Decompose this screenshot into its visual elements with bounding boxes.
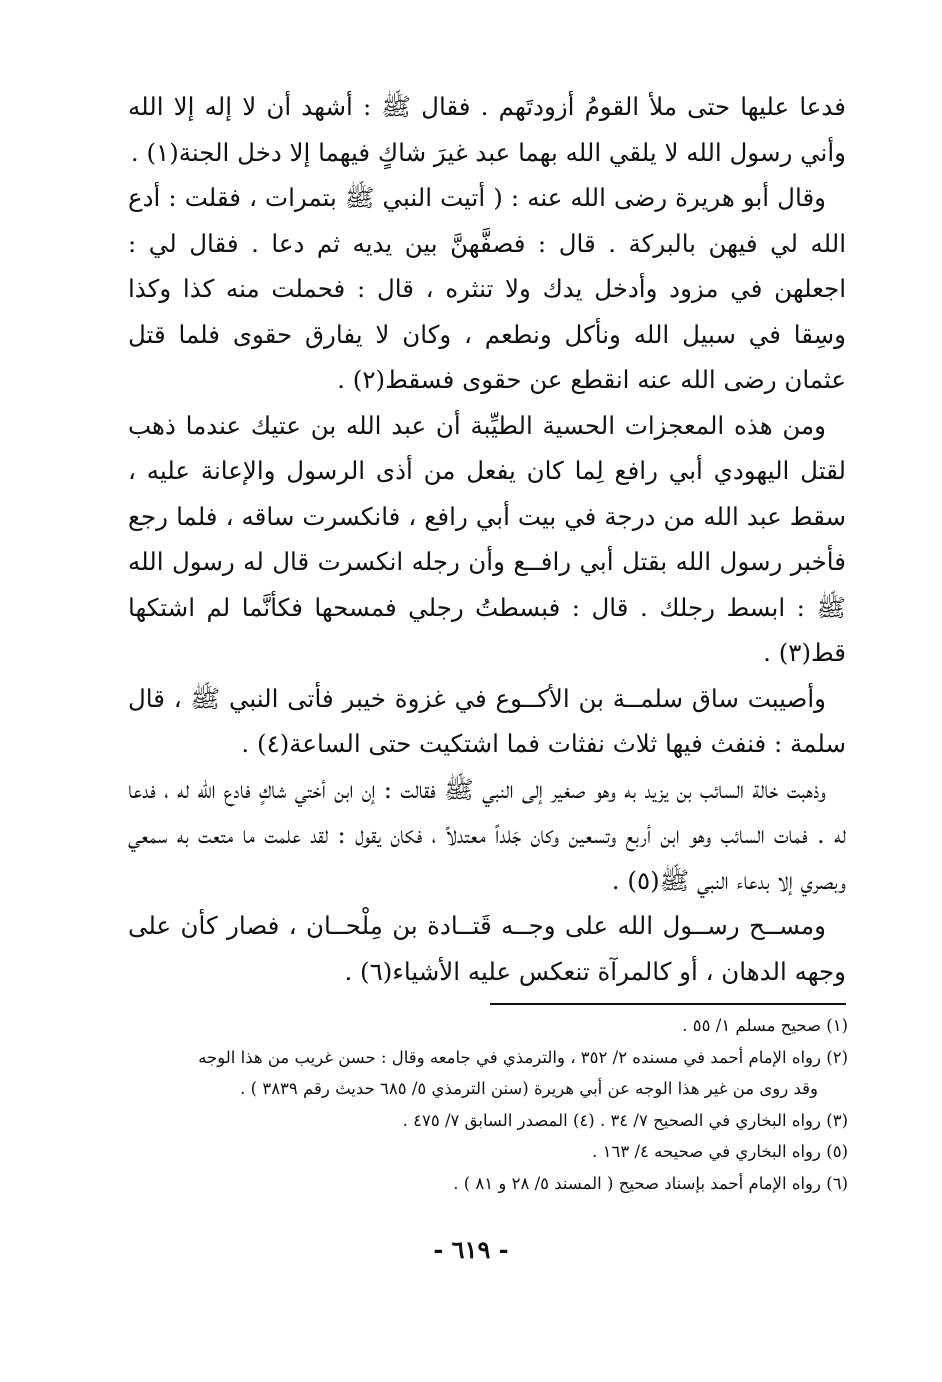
footnote-separator bbox=[490, 1003, 846, 1005]
footnote-6: (٦) رواه الإمام أحمد بإسناد صحيح ( المسند ٥/ ٢٨ و ٨١ ) . bbox=[453, 1173, 848, 1193]
footnotes bbox=[132, 1010, 848, 1199]
paragraph-4: وأصيبت ساق سلمــة بن الأكــوع في غزوة خيبر فأتى النبي ﷺ ، قال سلمة : فنفث فيها ثلاث نفثات فما اشتكيت حتى الساعة(٤) . bbox=[128, 683, 846, 758]
footnote-2: (٢) رواه الإمام أحمد في مسنده ٢/ ٣٥٢ ، والترمذي في جامعه وقال : حسن غريب من هذا الوجه bbox=[198, 1047, 848, 1067]
paragraph-5: وذهبت خالة السائب بن يزيد به وهو صغير إلى النبي ﷺ فقالت : إن ابن أختي شاكٍ فادع الله له ، فدعا له . فمات السائب وهو ابن أربع وتسعين وكان جَلداً معتدلاً ، فكان يقول : لقد علمت ما متعت به سمعي وبصري إلا بدعاء النبي ﷺ(٥) . bbox=[128, 774, 846, 895]
footnote-1: (١) صحيح مسلم ١/ ٥٥ . bbox=[682, 1016, 848, 1035]
paragraph-6: ومســح رســول الله على وجــه قَتــادة بن مِلْحــان ، فصار كأن على وجهه الدهان ، أو كالمرآة تنعكس عليه الأشياء(٦) . bbox=[128, 911, 846, 986]
footnote-2-continuation: وقد روى من غير هذا الوجه عن أبي هريرة (سنن الترمذي ٥/ ٦٨٥ حديث رقم ٣٨٣٩ ) . bbox=[240, 1079, 818, 1098]
page-number: - ٦١٩ - bbox=[433, 1235, 509, 1264]
footnote-3-4: (٣) رواه البخاري في الصحيح ٧/ ٣٤ . (٤) المصدر السابق ٧/ ٤٧٥ . bbox=[402, 1110, 848, 1130]
paragraph-2: وقال أبو هريرة رضى الله عنه : ( أتيت النبي ﷺ بتمرات ، فقلت : أدع الله لي فيهن بالبركة . قال : فصفَّهنَّ بين يديه ثم دعا . فقال لي : اجعلهن في مزود وأدخل يدك ولا تنثره ، قال : فحملت منه كذا وكذا وسِقا في سبيل الله ونأكل ونطعم ، وكان لا يفارق حقوى فلما قتل عثمان رضى الله عنه انقطع عن حقوى فسقط(٢) . bbox=[128, 183, 846, 394]
paragraph-1: فدعا عليها حتى ملأ القومُ أزودتَهم . فقال ﷺ : أشهد أن لا إله إلا الله وأني رسول الله لا يلقي الله بهما عبد غيرَ شاكٍ فيهما إلا دخل الجنة(١) . bbox=[128, 92, 846, 167]
footnote-5: (٥) رواه البخاري في صحيحه ٤/ ١٦٣ . bbox=[592, 1142, 848, 1161]
main-text bbox=[128, 84, 846, 994]
paragraph-3: ومن هذه المعجزات الحسية الطيِّبة أن عبد الله بن عتيك عندما ذهب لقتل اليهودي أبي رافع لِما كان يفعل من أذى الرسول والإعانة عليه ، سقط عبد الله من درجة في بيت أبي رافع ، فانكسرت ساقه ، فلما رجع فأخبر رسول الله بقتل أبي رافــع وأن رجله انكسرت قال له رسول الله ﷺ : ابسط رجلك . قال : فبسطتُ رجلي فمسحها فكأنَّما لم اشتكها قط(٣) . bbox=[128, 410, 846, 667]
